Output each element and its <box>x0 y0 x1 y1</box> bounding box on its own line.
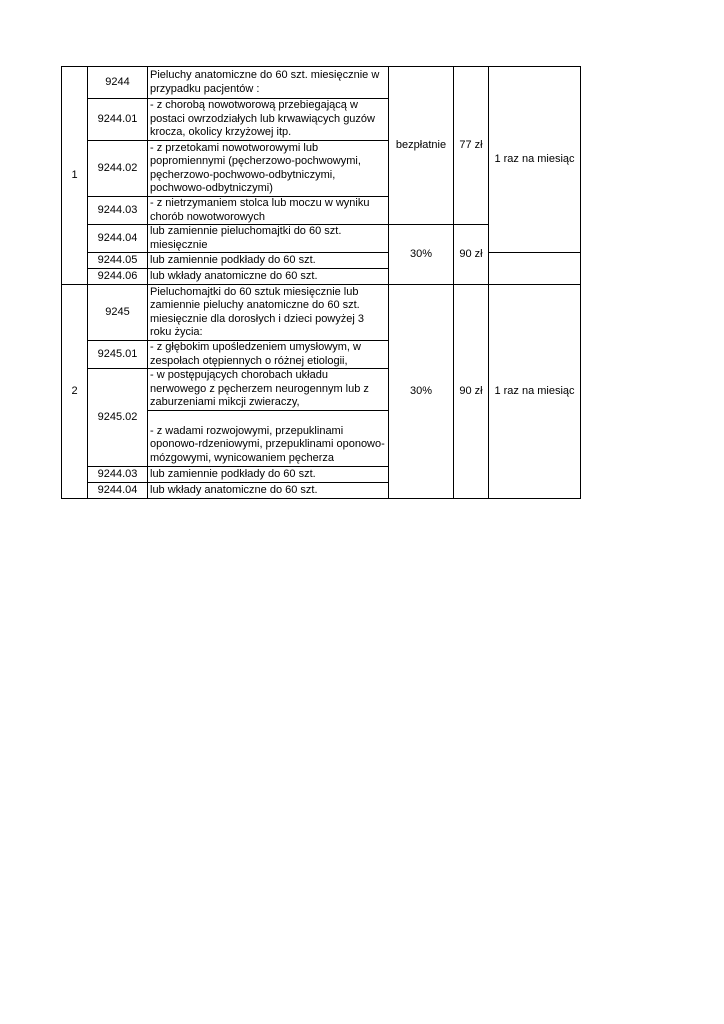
product-description: Pieluchomajtki do 60 sztuk miesięcznie lub zamiennie pieluchy anatomiczne do 60 szt. miesięcznie dla dorosłych i dzieci powyżej 3 roku życia: <box>148 285 389 341</box>
product-code: 9244.04 <box>88 225 148 253</box>
product-description: lub zamiennie podkłady do 60 szt. <box>148 467 389 483</box>
row-number: 1 <box>62 67 88 285</box>
table-row <box>62 285 581 341</box>
product-code: 9244.03 <box>88 197 148 225</box>
product-code: 9244.04 <box>88 483 148 499</box>
frequency: 1 raz na miesiąc <box>489 285 581 499</box>
product-code: 9244.06 <box>88 269 148 285</box>
product-code: 9245.01 <box>88 341 148 369</box>
product-code: 9244.02 <box>88 141 148 197</box>
product-description-continued: - z wadami rozwojowymi, przepuklinami oponowo-rdzeniowymi, przepuklinami oponowo-mózgowymi, wynicowaniem pęcherza <box>148 411 389 467</box>
price-limit: 90 zł <box>454 225 489 285</box>
product-code: 9244.05 <box>88 253 148 269</box>
patient-payment: 30% <box>389 225 454 285</box>
patient-payment: bezpłatnie <box>389 67 454 225</box>
table-row <box>62 67 581 99</box>
product-description: - z chorobą nowotworową przebiegającą w postaci owrzodziałych lub krwawiących guzów krocza, okolicy krzyżowej itp. <box>148 99 389 141</box>
product-description: - z nietrzymaniem stolca lub moczu w wyniku chorób nowotworowych <box>148 197 389 225</box>
product-code: 9244 <box>88 67 148 99</box>
frequency-empty <box>489 253 581 285</box>
product-description: - z przetokami nowotworowymi lub popromiennymi (pęcherzowo-pochwowymi, pęcherzowo-pochwowo-odbytniczymi, pochwowo-odbytniczymi) <box>148 141 389 197</box>
product-code: 9245.02 <box>88 369 148 467</box>
frequency: 1 raz na miesiąc <box>489 67 581 253</box>
product-description: - z głębokim upośledzeniem umysłowym, w zespołach otępiennych o różnej etiologii, <box>148 341 389 369</box>
price-limit: 90 zł <box>454 285 489 499</box>
product-description: lub wkłady anatomiczne do 60 szt. <box>148 483 389 499</box>
product-code: 9244.03 <box>88 467 148 483</box>
patient-payment: 30% <box>389 285 454 499</box>
reimbursement-table <box>61 66 581 499</box>
price-limit: 77 zł <box>454 67 489 225</box>
product-description: lub zamiennie podkłady do 60 szt. <box>148 253 389 269</box>
product-description: - w postępujących chorobach układu nerwowego z pęcherzem neurogennym lub z zaburzeniami mikcji zwieraczy, <box>148 369 389 411</box>
product-description: lub wkłady anatomiczne do 60 szt. <box>148 269 389 285</box>
product-description: Pieluchy anatomiczne do 60 szt. miesięcznie w przypadku pacjentów : <box>148 67 389 99</box>
product-description: lub zamiennie pieluchomajtki do 60 szt. miesięcznie <box>148 225 389 253</box>
product-code: 9245 <box>88 285 148 341</box>
table-row <box>62 253 581 269</box>
row-number: 2 <box>62 285 88 499</box>
product-code: 9244.01 <box>88 99 148 141</box>
